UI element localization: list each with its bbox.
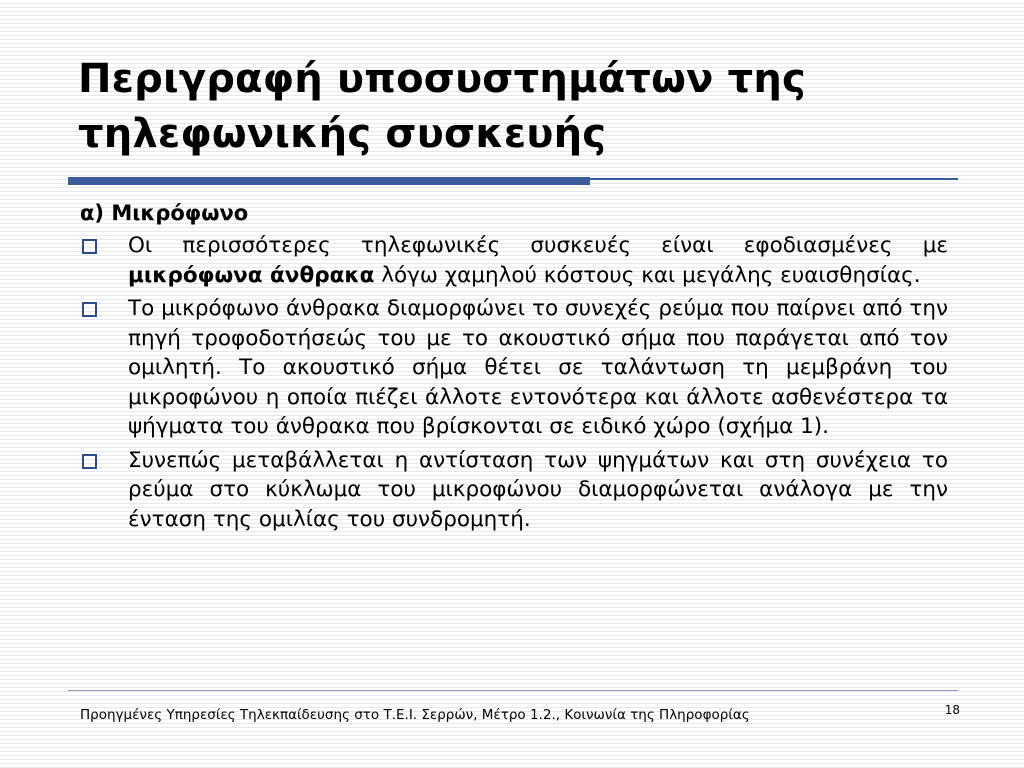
bullet-item-3 bbox=[80, 446, 948, 535]
hollow-square-bullet-icon bbox=[82, 302, 97, 317]
page-number: 18 bbox=[944, 703, 960, 717]
bullet-item-2 bbox=[80, 294, 948, 442]
bullet-3-text: Συνεπώς μεταβάλλεται η αντίσταση των ψηγμάτων και στη συνέχεια το ρεύμα στο κύκλωμα του μικροφώνου διαμορφώνεται ανάλογα με την ένταση της ομιλίας του συνδρομητή. bbox=[128, 447, 948, 532]
bullet-1-text-after: λόγω χαμηλού κόστους και μεγάλης ευαισθησίας. bbox=[374, 262, 921, 288]
hollow-square-bullet-icon bbox=[82, 454, 97, 469]
title-underline-thin bbox=[590, 178, 958, 180]
section-subheading: α) Μικρόφωνο bbox=[80, 201, 249, 225]
bullet-list bbox=[80, 231, 948, 534]
slide-title: Περιγραφή υποσυστημάτων της τηλεφωνικής συσκευής bbox=[78, 56, 806, 157]
hollow-square-bullet-icon bbox=[82, 239, 97, 254]
bullet-1-bold-term: μικρόφωνα άνθρακα bbox=[128, 262, 375, 288]
footer-caption: Προηγμένες Υπηρεσίες Τηλεκπαίδευσης στο Τ.Ε.Ι. Σερρών, Μέτρο 1.2., Κοινωνία της Πληροφορίας bbox=[80, 707, 750, 723]
bullet-item-1 bbox=[80, 231, 948, 290]
bullet-1-text-before: Οι περισσότερες τηλεφωνικές συσκευές είναι εφοδιασμένες με bbox=[128, 233, 948, 258]
bullet-2-text: Το μικρόφωνο άνθρακα διαμορφώνει το συνεχές ρεύμα που παίρνει από την πηγή τροφοδοτήσεώς του με το ακουστικό σήμα που παράγεται από τον ομιλητή. Το ακουστικό σήμα θέτει σε ταλάντωση τη μεμβράνη του μικροφώνου η οποία πιέζει άλλοτε εντονότερα και άλλοτε ασθενέστερα τα ψήγματα του άνθρακα που βρίσκονται σε ειδικό χώρο (σχήμα 1). bbox=[128, 296, 948, 439]
slide-body bbox=[80, 197, 948, 538]
title-underline-thick bbox=[68, 177, 590, 185]
footer-divider bbox=[68, 690, 958, 691]
